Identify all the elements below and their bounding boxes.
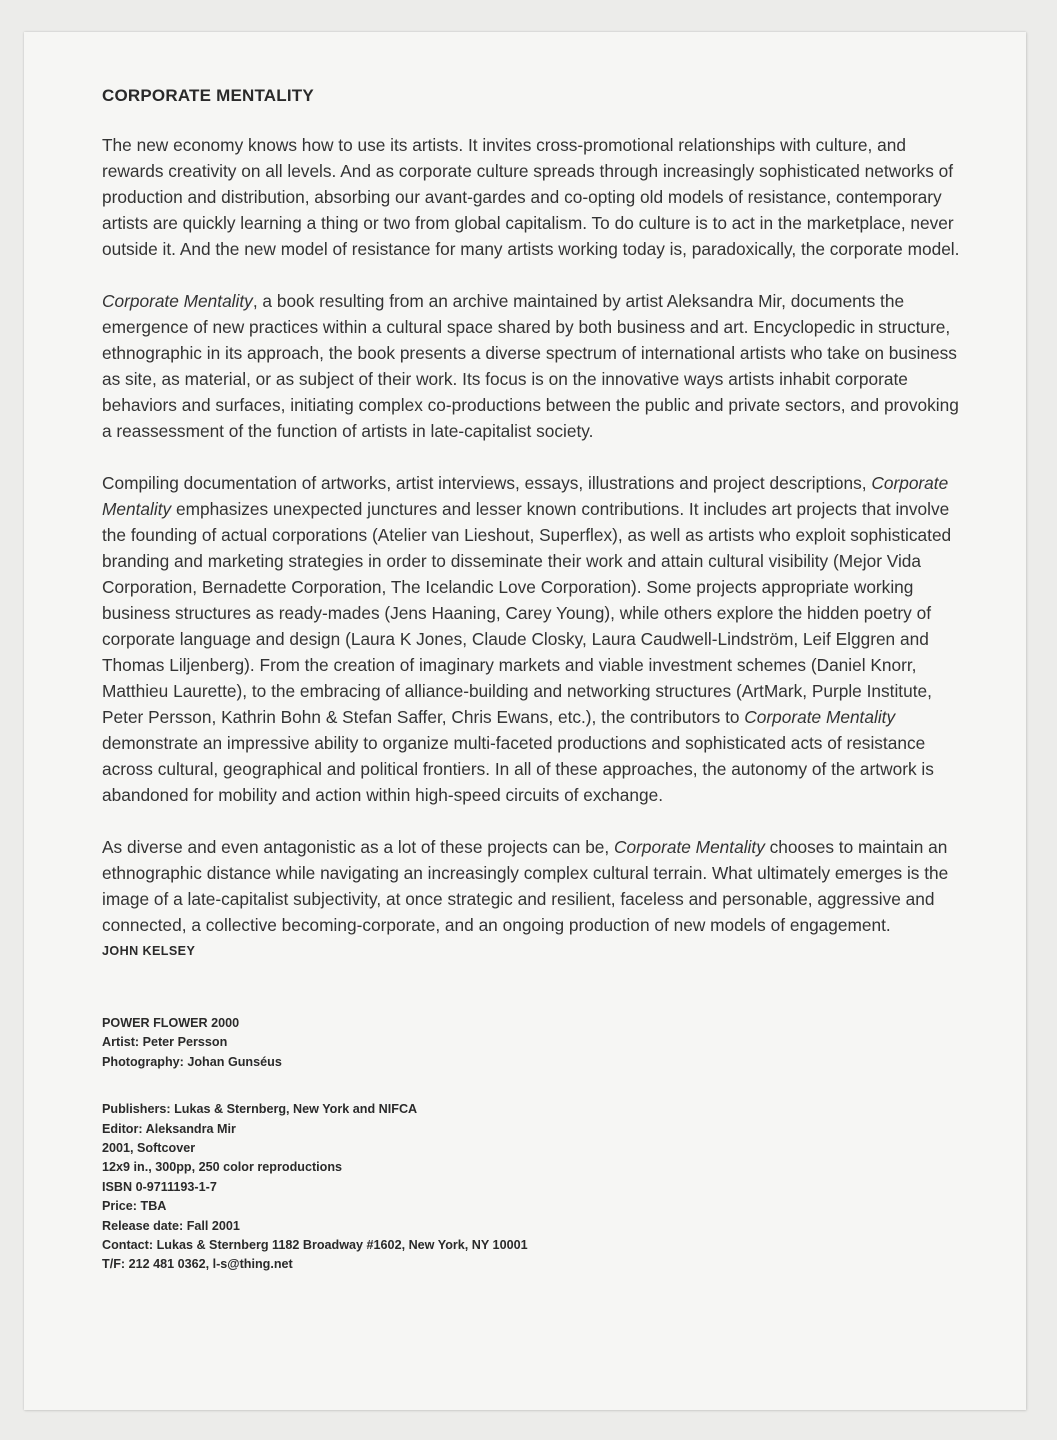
publication-line: ISBN 0-9711193-1-7 <box>102 1179 217 1194</box>
paragraph-3-text-3: demonstrate an impressive ability to organize multi-faceted productions and sophisticated acts of resistance across cultural, geographical and political frontiers. In all of these approaches, the autonomy of the artwork is abandoned for mobility and action within high-speed circuits of exchange. <box>102 733 934 805</box>
credit-line: Photography: Johan Gunséus <box>102 1054 282 1069</box>
book-title-italic: Corporate Mentality <box>102 473 949 519</box>
paragraph-1 <box>102 132 972 262</box>
paragraph-4-text-1: As diverse and even antagonistic as a lot of these projects can be, <box>102 837 615 857</box>
document-title: CORPORATE MENTALITY <box>102 86 314 105</box>
publication-info <box>102 1100 972 1275</box>
publication-line: 12x9 in., 300pp, 250 color reproductions <box>102 1160 343 1175</box>
book-title-italic: Corporate Mentality <box>102 291 253 311</box>
paragraph-1-text: The new economy knows how to use its artists. It invites cross-promotional relationships with culture, and rewards creativity on all levels. And as corporate culture spreads through increasingly sophisticated networks of production and distribution, absorbing our avant-gardes and co-opting old models of resistance, contemporary artists are quickly learning a thing or two from global capitalism. To do culture is to act in the marketplace, never outside it. And the new model of resistance for many artists working today is, paradoxically, the corporate model. <box>102 135 960 259</box>
paragraph-4-text-2: chooses to maintain an ethnographic distance while navigating an increasingly complex cultural terrain. What ultimately emerges is the image of a late-capitalist subjectivity, at once strategic and resilient, faceless and personable, aggressive and connected, a collective becoming-corporate, and an ongoing production of new models of engagement. <box>102 837 949 935</box>
paragraph-3-text-2: emphasizes unexpected junctures and lesser known contributions. It includes art projects that involve the founding of actual corporations (Atelier van Lieshout, Superflex), as well as artists who exploit sophisticated branding and marketing strategies in order to disseminate their work and attain cultural visibility (Mejor Vida Corporation, Bernadette Corporation, The Icelandic Love Corporation). Some projects appropriate working business structures as ready-mades (Jens Haaning, Carey Young), while others explore the hidden poetry of corporate language and design (Laura K Jones, Claude Closky, Laura Caudwell-Lindström, Leif Elggren and Thomas Liljenberg). From the creation of imaginary markets and viable investment schemes (Daniel Knorr, Matthieu Laurette), to the embracing of alliance-building and networking structures (ArtMark, Purple Institute, Peter Persson, Kathrin Bohn & Stefan Saffer, Chris Ewans, etc.), the contributors to <box>102 499 952 727</box>
paragraph-4 <box>102 834 972 938</box>
paragraph-2 <box>102 288 972 444</box>
document-content <box>102 86 972 1275</box>
document-page <box>24 32 1026 1410</box>
publication-line: Release date: Fall 2001 <box>102 1218 240 1233</box>
publication-line: T/F: 212 481 0362, l-s@thing.net <box>102 1257 293 1272</box>
publication-line: Contact: Lukas & Sternberg 1182 Broadway #1602, New York, NY 10001 <box>102 1238 528 1253</box>
image-credits <box>102 1014 972 1072</box>
book-title-italic: Corporate Mentality <box>744 707 896 727</box>
paragraph-2-text: , a book resulting from an archive maintained by artist Aleksandra Mir, documents the emergence of new practices within a cultural space shared by both business and art. Encyclopedic in structure, ethnographic in its approach, the book presents a diverse spectrum of international artists who take on business as site, as material, or as subject of their work. Its focus is on the innovative ways artists inhabit corporate behaviors and surfaces, initiating complex co-productions between the public and private sectors, and provoking a reassessment of the function of artists in late-capitalist society. <box>102 291 959 441</box>
publication-line: 2001, Softcover <box>102 1141 196 1156</box>
credit-line: POWER FLOWER 2000 <box>102 1016 240 1030</box>
publication-line: Price: TBA <box>102 1199 167 1214</box>
publication-line: Publishers: Lukas & Sternberg, New York and NIFCA <box>102 1102 418 1117</box>
publication-line: Editor: Aleksandra Mir <box>102 1121 236 1136</box>
credit-line: Artist: Peter Persson <box>102 1035 228 1050</box>
paragraph-3-text-1: Compiling documentation of artworks, artist interviews, essays, illustrations and project descriptions, <box>102 473 872 493</box>
author-name: JOHN KELSEY <box>102 944 196 958</box>
paragraph-3 <box>102 470 972 808</box>
book-title-italic: Corporate Mentality <box>614 837 765 857</box>
